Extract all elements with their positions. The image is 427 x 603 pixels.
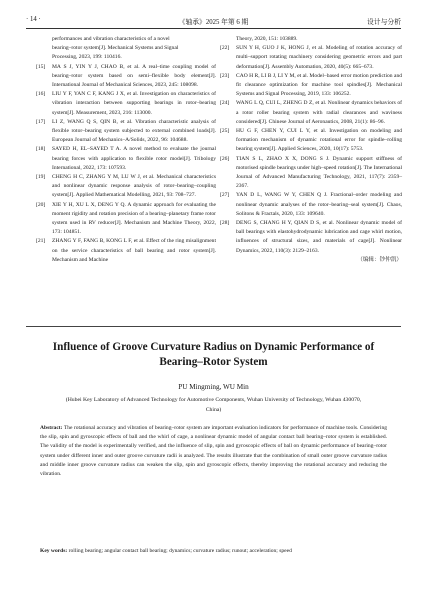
reference-item bbox=[220, 72, 402, 100]
reference-item bbox=[220, 127, 402, 155]
reference-item bbox=[36, 145, 216, 173]
reference-text: CAO H R, LI B J, LI Y M, et al. Model–based error motion prediction and fit clearance optimization for machine tool spindles[J]. Mechanical Systems and Signal Processing, 2019, 133: 106252. bbox=[236, 72, 402, 98]
reference-item bbox=[36, 201, 216, 238]
reference-item bbox=[220, 99, 402, 127]
reference-number: [19] bbox=[36, 174, 46, 181]
reference-text: TIAN S L, ZHAO X X, DONG S J. Dynamic support stiffness of motorised spindle bearings under high–speed rotation[J]. The International Journal of Advanced Manufacturing Technology, 2021, 117(7): 2359–2367. bbox=[236, 155, 402, 190]
reference-number: [21] bbox=[36, 238, 46, 245]
reference-number: [15] bbox=[36, 63, 46, 70]
header-rule bbox=[26, 28, 401, 29]
reference-item bbox=[36, 237, 216, 265]
page-number: · 14 · bbox=[26, 16, 41, 23]
reference-item bbox=[220, 44, 402, 72]
reference-text: WANG L Q, CUI L, ZHENG D Z, et al. Nonlinear dynamics behaviors of a rotor roller bearing system with radial clearances and waviness considered[J]. Chinese Journal of Aeronautics, 2008, 21(1): 86–96. bbox=[236, 100, 402, 125]
reference-text: ZHANG Y F, FANG B, KONG L F, et al. Effect of the ring misalignment on the service characteristics of ball bearing and rotor system[J]. Mechanism and Machine bbox=[52, 238, 216, 263]
article-title: Influence of Groove Curvature Radius on Dynamic Performance of Bearing–Rotor System bbox=[52, 341, 375, 368]
section-name: 设计与分析 bbox=[367, 19, 401, 26]
reference-continuation: Theory, 2020, 151: 103889. bbox=[236, 36, 298, 42]
page-header bbox=[26, 16, 401, 28]
reference-number: [16] bbox=[36, 91, 46, 98]
reference-number: [20] bbox=[36, 201, 46, 208]
editor-note: （编辑：钞仲凯） bbox=[357, 256, 402, 263]
reference-number: [24] bbox=[220, 100, 230, 107]
reference-number: [17] bbox=[36, 118, 46, 125]
keywords-text: rolling bearing; angular contact ball bearing; dynamics; curvature radius; runout; acceleration; speed bbox=[68, 548, 292, 554]
abstract-label: Abstract: bbox=[40, 425, 63, 431]
keywords-label: Key words: bbox=[40, 548, 68, 554]
reference-text: SAYED H, EL–SAYED T A. A novel method to evaluate the journal bearing forces with application to flexible rotor model[J]. Tribology International, 2022, 173: 107593. bbox=[52, 146, 216, 171]
section-divider bbox=[26, 326, 401, 327]
reference-number: [25] bbox=[220, 128, 230, 135]
reference-text: MA S J, YIN Y J, CHAO B, et al. A real–time coupling model of bearing–rotor system based on semi–flexible body element[J]. International Journal of Mechanical Sciences, 2023, 245: 108098. bbox=[52, 63, 216, 89]
reference-item bbox=[36, 118, 216, 146]
reference-item bbox=[220, 219, 402, 256]
reference-number: [22] bbox=[220, 45, 230, 52]
reference-text: SUN Y H, GUO J K, HONG J, et al. Modeling of rotation accuracy of multi–support rotating machinery considering geometric errors and part deformation[J]. Assembly Automation, 2020, 40(5): 665–673. bbox=[236, 45, 402, 70]
reference-continuation: performances and vibration characteristics of a novel bbox=[52, 36, 170, 42]
reference-text: HU G F, CHEN Y, CUI L Y, et al. Investigation on modeling and formation mechanism of dynamic rotational error for spindle–rolling bearing system[J]. Applied Sciences, 2020, 10(17): 5753. bbox=[236, 128, 402, 153]
keywords bbox=[40, 547, 387, 556]
reference-text: DENG S, CHANG H Y, QIAN D S, et al. Nonlinear dynamic model of ball bearings with elastohydrodynamic lubrication and cage whirl motion, influences of structural sizes, and materials of cage[J]. Nonlinear Dynamics, 2022, 110(3): 2129–2163. bbox=[236, 220, 402, 254]
abstract-text: The rotational accuracy and vibration of bearing–rotor system are important evaluation indicators for performance of machine tools. Considering the slip, spin and gyroscopic effects of ball and the whirl of cage, a nonlinear dynamic model of angular contact ball bearing–rotor system is established. The validity of the model is experimentally verified, and the influence of slip, spin and gyroscopic effects of ball on dynamic performance of bearing–rotor system under different inner and outer groove curvature radii is analyzed. The results illustrate that the combination of small outer groove curvature radius and middle inner groove curvature radius can weaken the slip, spin and gyroscopic effects, thereby improving the rotational accuracy and reducing the vibration. bbox=[40, 425, 387, 478]
reference-text: LIU Y F, YAN C F, KANG J X, et al. Investigation on characteristics of vibration interaction between supporting bearings in rotor–bearing system[J]. Measurement, 2023, 216: 113000. bbox=[52, 91, 216, 116]
reference-number: [26] bbox=[220, 155, 230, 162]
journal-issue: 《轴承》2025 年第 6 期 bbox=[178, 19, 249, 26]
references-right-column bbox=[220, 35, 402, 265]
reference-item bbox=[36, 63, 216, 91]
reference-item bbox=[220, 155, 402, 192]
reference-number: [18] bbox=[36, 146, 46, 153]
reference-text: CHENG H C, ZHANG Y M, LU W J, et al. Mechanical characteristics and nonlinear dynamic response analysis of rotor–bearing–coupling system[J]. Applied Mathematical Modelling, 2021, 93: 708–727. bbox=[52, 174, 216, 199]
reference-item bbox=[36, 173, 216, 201]
reference-continuation: bearing–rotor system[J]. Mechanical Systems and Signal bbox=[52, 45, 179, 52]
reference-number: [28] bbox=[220, 220, 230, 227]
references-left-column bbox=[36, 35, 216, 265]
reference-number: [27] bbox=[220, 192, 230, 199]
reference-text: XIE Y H, XU L X, DENG Y Q. A dynamic approach for evaluating the moment rigidity and rotation precision of a bearing–planetary frame rotor system used in RV reducer[J]. Mechanism and Machine Theory, 2022, 173: 104851. bbox=[52, 201, 216, 236]
reference-text: LI Z, WANG Q S, QIN B, et al. Vibration characteristic analysis of flexible rotor–bearing system subjected to external combined loads[J]. European Journal of Mechanics–A/Solids, 2022, 96: 104688. bbox=[52, 118, 216, 144]
article-affiliation: (Hubei Key Laboratory of Advanced Technology for Automotive Components, Wuhan University of Technology, Wuhan 430070, China) bbox=[65, 397, 362, 413]
reference-item bbox=[220, 191, 402, 219]
reference-continuation: Processing, 2023, 199: 110416. bbox=[52, 54, 122, 61]
article-authors: PU Mingming, WU Min bbox=[178, 383, 249, 391]
reference-number: [23] bbox=[220, 72, 230, 79]
reference-text: YAN D L, WANG W Y, CHEN Q J. Fractional–order modeling and nonlinear dynamic analyses of the rotor–bearing–seal system[J]. Chaos, Solitons & Fractals, 2020, 133: 109640. bbox=[236, 192, 402, 217]
abstract bbox=[40, 424, 387, 479]
reference-item bbox=[36, 90, 216, 118]
